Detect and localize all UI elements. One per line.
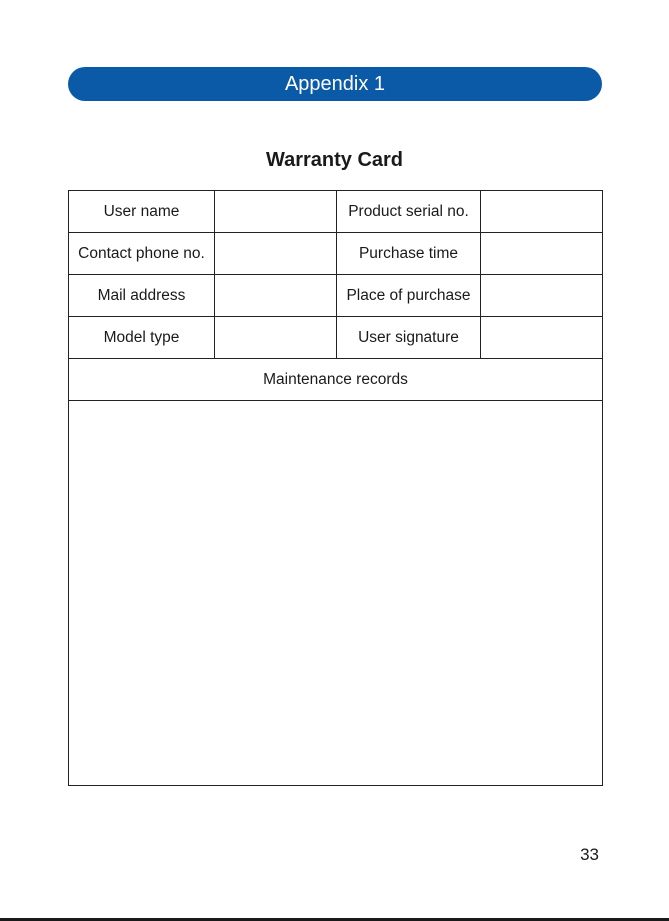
maintenance-records-header: Maintenance records (69, 359, 603, 401)
table-row (69, 191, 603, 233)
place-of-purchase-label: Place of purchase (337, 275, 481, 317)
place-of-purchase-field (481, 275, 603, 317)
purchase-time-label: Purchase time (337, 233, 481, 275)
purchase-time-field (481, 233, 603, 275)
warranty-card-table (68, 190, 603, 786)
maintenance-records-area (69, 401, 603, 786)
product-serial-label: Product serial no. (337, 191, 481, 233)
page-title: Warranty Card (265, 149, 404, 171)
user-name-label: User name (69, 191, 215, 233)
mail-address-label: Mail address (69, 275, 215, 317)
appendix-banner: Appendix 1 (68, 67, 602, 101)
user-signature-label: User signature (337, 317, 481, 359)
user-signature-field (481, 317, 603, 359)
model-type-label: Model type (69, 317, 215, 359)
model-type-field (215, 317, 337, 359)
table-row (69, 317, 603, 359)
user-name-field (215, 191, 337, 233)
table-row (69, 275, 603, 317)
product-serial-field (481, 191, 603, 233)
table-row (69, 359, 603, 401)
table-row (69, 401, 603, 786)
page-number: 33 (580, 845, 599, 864)
table-row (69, 233, 603, 275)
contact-phone-field (215, 233, 337, 275)
mail-address-field (215, 275, 337, 317)
contact-phone-label: Contact phone no. (69, 233, 215, 275)
